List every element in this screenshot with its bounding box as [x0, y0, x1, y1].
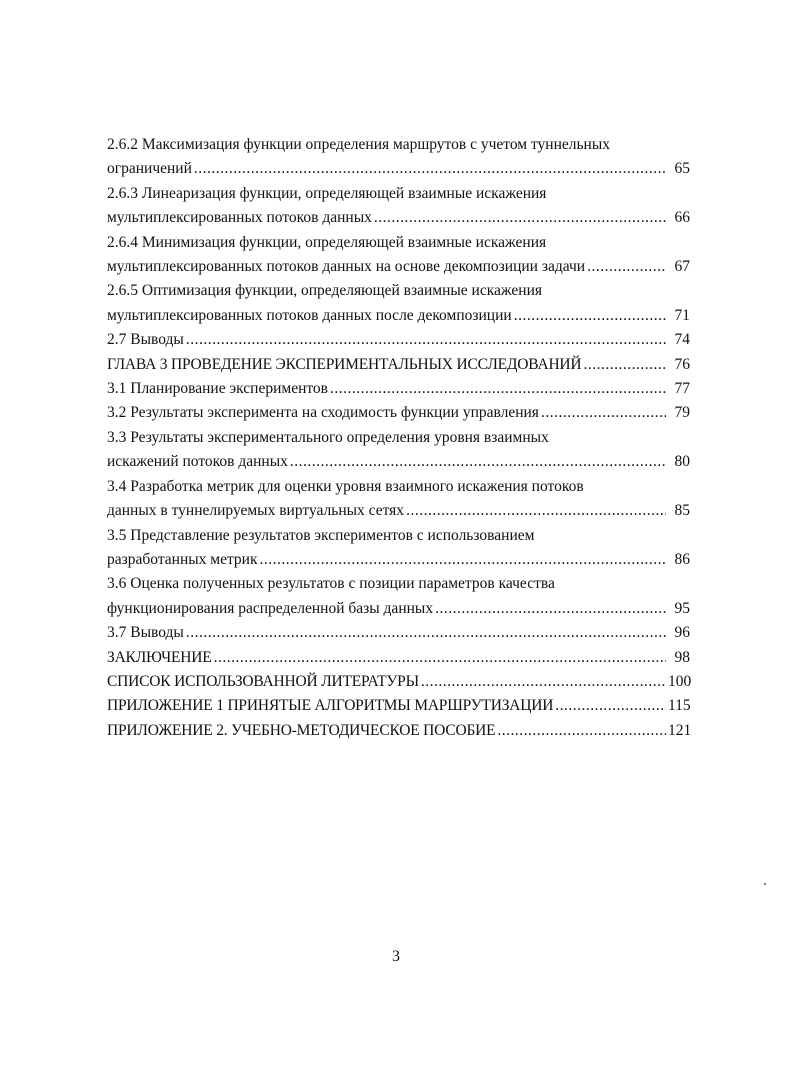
dot-leader [421, 670, 666, 694]
toc-entry-3-6 [107, 572, 690, 621]
toc-entry-line [107, 157, 690, 181]
toc-entry-2-6-3 [107, 182, 690, 231]
toc-entry-line [107, 524, 690, 548]
toc-entry-line [107, 401, 690, 425]
toc-entry-line [107, 694, 690, 718]
toc-entry-line [107, 426, 690, 450]
toc-page-number: 85 [674, 502, 690, 520]
toc-page-number: 96 [674, 624, 690, 642]
toc-entry-3-1 [107, 377, 690, 401]
toc-entry-line [107, 255, 690, 279]
toc-entry-line [107, 231, 690, 255]
toc-entry-title: разработанных метрик [107, 550, 258, 568]
toc-entry-title: ограничений [107, 160, 192, 178]
toc-entry-title: ПРИЛОЖЕНИЕ 1 ПРИНЯТЫЕ АЛГОРИТМЫ МАРШРУТИЗАЦИИ [107, 697, 554, 715]
dot-leader [374, 206, 666, 230]
toc-entry-title: 3.7 Выводы [107, 624, 184, 642]
toc-entry-title: 3.6 Оценка полученных результатов с позиции параметров качества [107, 575, 555, 593]
toc-entry-line [107, 670, 690, 694]
dot-leader [541, 401, 666, 425]
toc-page-number: 71 [674, 306, 690, 324]
toc-entry-line [107, 377, 690, 401]
dot-leader [406, 499, 666, 523]
toc-entry-title: мультиплексированных потоков данных [107, 209, 372, 227]
toc-entry-line [107, 621, 690, 645]
dot-leader [330, 377, 666, 401]
toc-entry-line [107, 206, 690, 230]
toc-entry-title: СПИСОК ИСПОЛЬЗОВАННОЙ ЛИТЕРАТУРЫ [107, 672, 419, 690]
dot-leader [290, 450, 666, 474]
toc-entry-title: 3.3 Результаты экспериментального определения уровня взаимных [107, 428, 549, 446]
toc-entry-title: 2.6.2 Максимизация функции определения маршрутов с учетом туннельных [107, 136, 611, 153]
toc-entry-title: 2.6.3 Линеаризация функции, определяющей взаимные искажения [107, 184, 547, 202]
toc-entry-title: 3.2 Результаты эксперимента на сходимость функции управления [107, 404, 539, 422]
toc-page-number: 100 [668, 672, 692, 690]
toc-page-number: 115 [668, 697, 691, 715]
toc-entry-line [107, 572, 690, 596]
scan-speck [764, 883, 766, 885]
toc-entry-line [107, 133, 690, 157]
toc-entry-2-6-2 [107, 133, 690, 182]
toc-page-number: 66 [674, 209, 690, 227]
dot-leader [186, 328, 666, 352]
toc-page-number: 74 [674, 331, 690, 349]
toc-entry-line [107, 182, 690, 206]
toc-entry-line [107, 279, 690, 303]
toc-entry-line [107, 597, 690, 621]
toc-entry-line [107, 353, 690, 377]
page-number: 3 [392, 948, 400, 965]
toc-entry-title: 3.1 Планирование экспериментов [107, 380, 329, 398]
toc-page-number: 79 [674, 404, 690, 422]
toc-entry-line [107, 499, 690, 523]
dot-leader [583, 353, 666, 377]
dot-leader [194, 157, 666, 181]
toc-entry-title: 2.6.5 Оптимизация функции, определяющей взаимные искажения [107, 282, 543, 300]
toc-page-number: 95 [674, 599, 690, 617]
table-of-contents [107, 133, 690, 743]
dot-leader [260, 548, 666, 572]
toc-entry-3-2 [107, 401, 690, 425]
toc-entry-title: искажений потоков данных [107, 453, 288, 471]
toc-entry-line [107, 328, 690, 352]
toc-entry-2-6-4 [107, 231, 690, 280]
toc-entry-title: мультиплексированных потоков данных после декомпозиции [107, 306, 512, 324]
dot-leader [497, 719, 666, 743]
toc-page-number: 98 [674, 648, 690, 666]
toc-page-number: 77 [674, 380, 690, 398]
toc-entry-line [107, 719, 690, 743]
toc-entry-3-4 [107, 475, 690, 524]
toc-page-number: 80 [674, 453, 690, 471]
toc-entry-line [107, 304, 690, 328]
toc-entry-line [107, 646, 690, 670]
toc-entry-2-7 [107, 328, 690, 352]
toc-entry-title: ГЛАВА 3 ПРОВЕДЕНИЕ ЭКСПЕРИМЕНТАЛЬНЫХ ИССЛЕДОВАНИЙ [107, 355, 582, 373]
toc-entry-title: данных в туннелируемых виртуальных сетях [107, 502, 405, 520]
dot-leader [514, 304, 666, 328]
toc-entry-3-3 [107, 426, 690, 475]
toc-entry-title: 3.4 Разработка метрик для оценки уровня взаимного искажения потоков [107, 477, 584, 495]
toc-entry-title: 3.5 Представление результатов экспериментов с использованием [107, 526, 535, 544]
toc-entry-line [107, 475, 690, 499]
dot-leader [186, 621, 666, 645]
toc-page-number: 76 [674, 355, 690, 373]
dot-leader [555, 694, 666, 718]
toc-entry-title: функционирования распределенной базы данных [107, 599, 434, 617]
toc-entry-appendix-2 [107, 719, 690, 743]
dot-leader [587, 255, 666, 279]
toc-entry-line [107, 450, 690, 474]
toc-entry-chapter-3 [107, 353, 690, 377]
toc-page-number: 67 [674, 258, 690, 276]
toc-entry-title: ЗАКЛЮЧЕНИЕ [107, 648, 212, 666]
toc-entry-title: 2.7 Выводы [107, 331, 184, 349]
toc-entry-title: ПРИЛОЖЕНИЕ 2. УЧЕБНО-МЕТОДИЧЕСКОЕ ПОСОБИЕ [107, 721, 496, 739]
toc-entry-title: 2.6.4 Минимизация функции, определяющей взаимные искажения [107, 233, 547, 251]
toc-entry-appendix-1 [107, 694, 690, 718]
toc-page-number: 65 [674, 160, 690, 178]
toc-entry-line [107, 548, 690, 572]
toc-entry-title: мультиплексированных потоков данных на основе декомпозиции задачи [107, 258, 586, 276]
dot-leader [435, 597, 666, 621]
dot-leader [214, 646, 666, 670]
toc-entry-3-7 [107, 621, 690, 645]
toc-entry-conclusion [107, 646, 690, 670]
toc-entry-2-6-5 [107, 279, 690, 328]
toc-page-number: 121 [668, 721, 692, 739]
toc-page-number: 86 [674, 550, 690, 568]
toc-entry-3-5 [107, 524, 690, 573]
toc-entry-references [107, 670, 690, 694]
